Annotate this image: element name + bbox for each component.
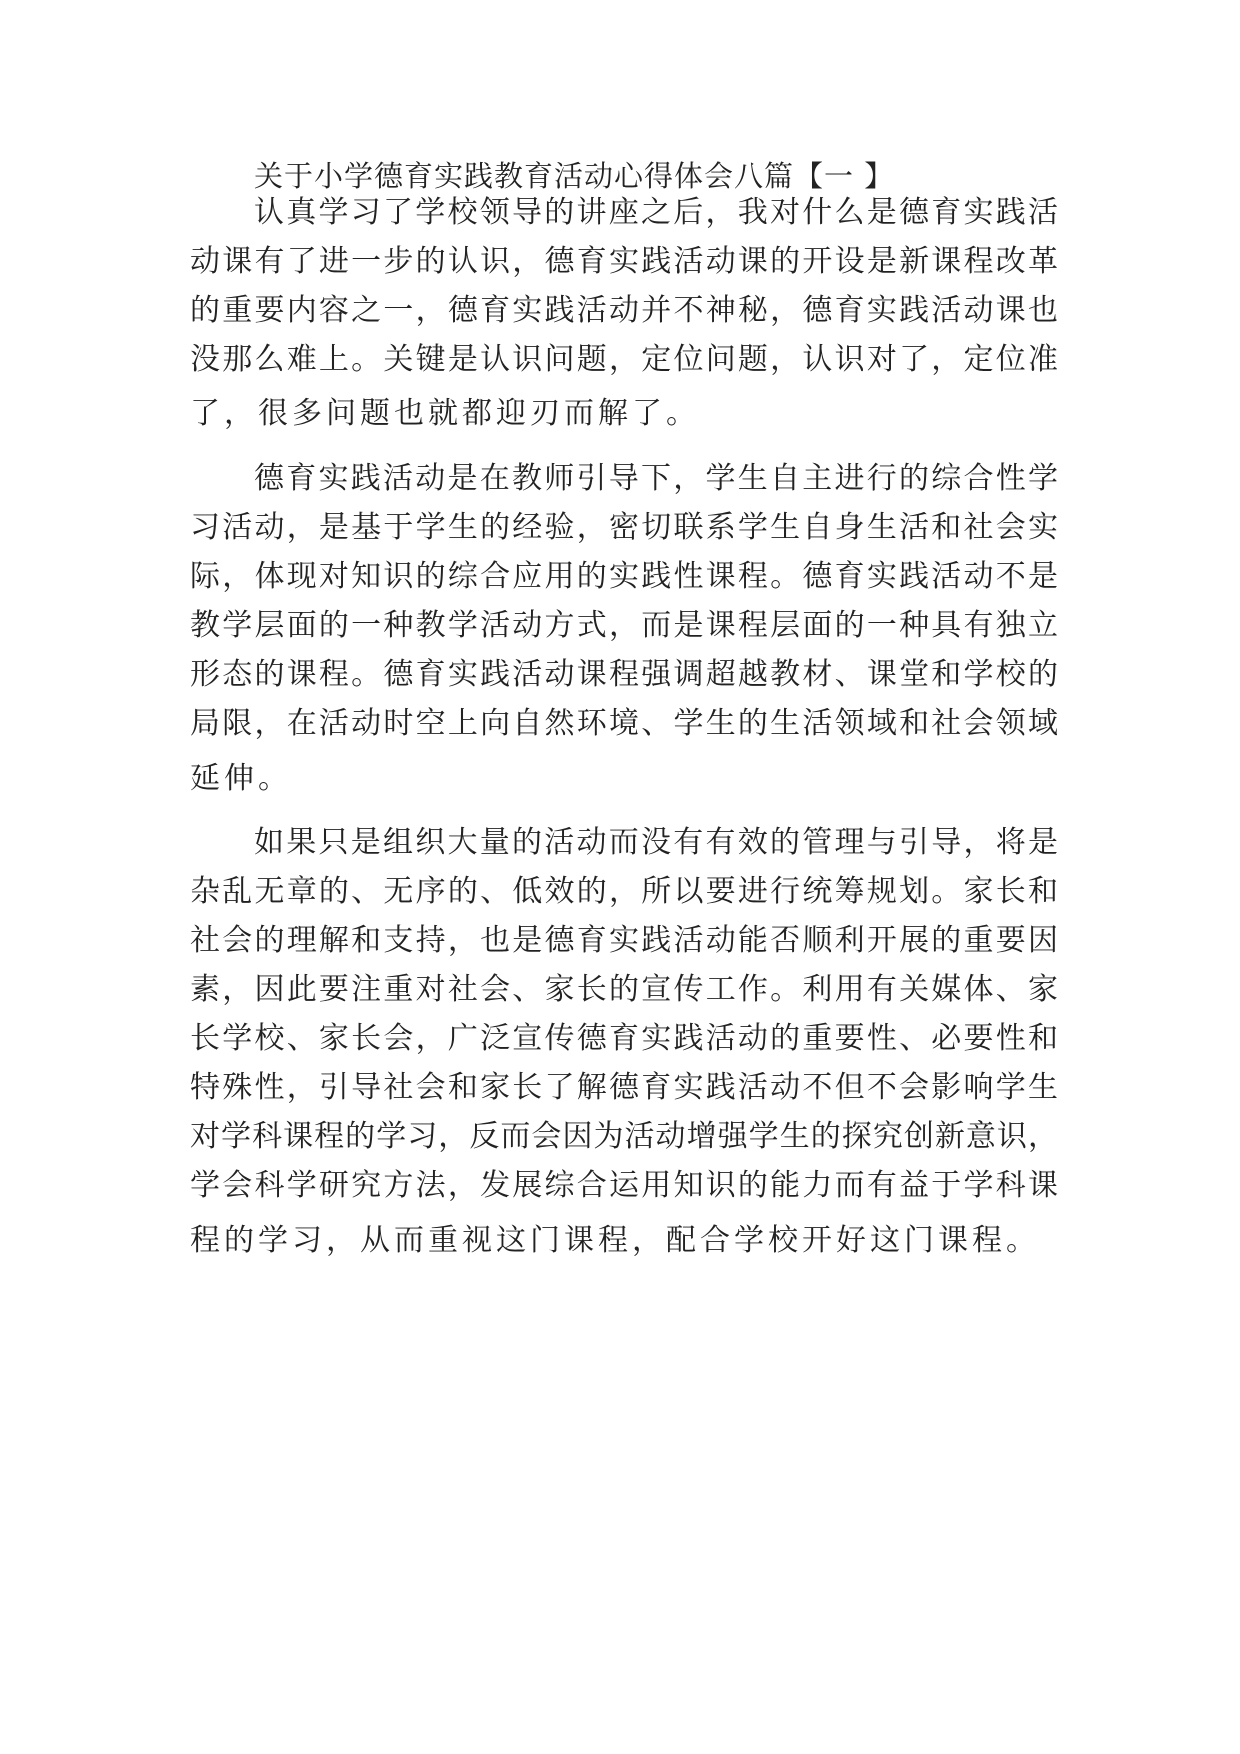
paragraph-2-line-7: 延伸。 [190,761,292,796]
paragraph-3-line-1: 如果只是组织大量的活动而没有有效的管理与引导，将是 [254,825,1058,860]
paragraph-3-line-5: 长学校、家长会，广泛宣传德育实践活动的重要性、必要性和 [190,1021,1058,1056]
paragraph-3-line-7: 对学科课程的学习，反而会因为活动增强学生的探究创新意识， [190,1119,1058,1154]
paragraph-1-line-2: 动课有了进一步的认识，德育实践活动课的开设是新课程改革 [190,244,1058,279]
paragraph-3-line-3: 社会的理解和支持，也是德育实践活动能否顺利开展的重要因 [190,923,1058,958]
paragraph-3-line-8: 学会科学研究方法，发展综合运用知识的能力而有益于学科课 [190,1168,1058,1203]
paragraph-2-line-2: 习活动，是基于学生的经验，密切联系学生自身生活和社会实 [190,510,1058,545]
paragraph-1-line-3: 的重要内容之一，德育实践活动并不神秘，德育实践活动课也 [190,293,1058,328]
paragraph-3-line-4: 素，因此要注重对社会、家长的宣传工作。利用有关媒体、家 [190,972,1058,1007]
paragraph-1-line-5: 了，很多问题也就都迎刃而解了。 [190,396,700,431]
document-title: 关于小学德育实践教育活动心得体会八篇【一 】 [254,159,895,193]
paragraph-3-line-6: 特殊性，引导社会和家长了解德育实践活动不但不会影响学生 [190,1070,1058,1105]
paragraph-3-line-2: 杂乱无章的、无序的、低效的，所以要进行统筹规划。家长和 [190,874,1058,909]
paragraph-2-line-1: 德育实践活动是在教师引导下，学生自主进行的综合性学 [254,461,1058,496]
paragraph-2-line-4: 教学层面的一种教学活动方式，而是课程层面的一种具有独立 [190,608,1058,643]
paragraph-2-line-6: 局限，在活动时空上向自然环境、学生的生活领域和社会领域 [190,706,1058,741]
paragraph-2-line-3: 际，体现对知识的综合应用的实践性课程。德育实践活动不是 [190,559,1058,594]
paragraph-3-line-9: 程的学习，从而重视这门课程，配合学校开好这门课程。 [190,1223,1040,1258]
paragraph-1-line-4: 没那么难上。关键是认识问题，定位问题，认识对了，定位准 [190,342,1058,377]
paragraph-2-line-5: 形态的课程。德育实践活动课程强调超越教材、课堂和学校的 [190,657,1058,692]
paragraph-1-line-1: 认真学习了学校领导的讲座之后，我对什么是德育实践活 [254,195,1058,230]
